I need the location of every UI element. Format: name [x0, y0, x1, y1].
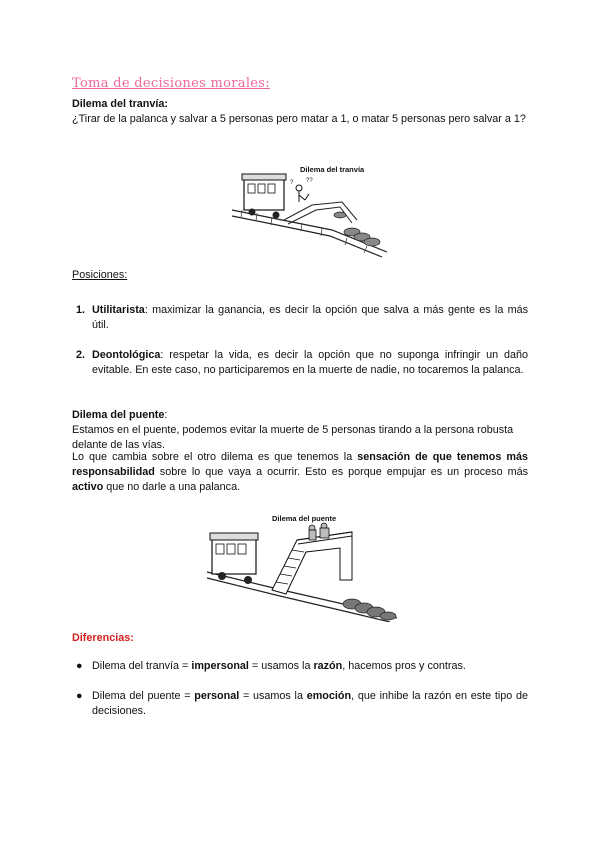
- text-a: Dilema del tranvía =: [92, 660, 192, 672]
- svg-text:??: ??: [306, 178, 313, 184]
- trolley-icon: [210, 533, 258, 584]
- p2-text-c: sobre lo que vaya a ocurrir. Esto es porque empujar es un proceso más: [154, 466, 528, 478]
- diferencia-item-tranvia: [76, 659, 528, 674]
- tranvia-question: ¿Tirar de la palanca y salvar a 5 personas pero matar a 1, o matar 5 personas pero salvar a 1?: [72, 113, 526, 125]
- text-e: , que inhibe la razón en este tipo de decisiones.: [92, 690, 529, 717]
- bridge-icon: [272, 532, 352, 594]
- p2-bold-d: activo: [72, 481, 104, 493]
- posicion-item-utilitarista: [76, 303, 528, 333]
- text-e: , hacemos pros y contras.: [342, 660, 466, 672]
- puente-paragraph-2: [72, 450, 528, 495]
- p2-bold-b: sensación de que tenemos más responsabilidad: [72, 451, 528, 478]
- term-deontologica: Deontológica: [92, 349, 161, 361]
- p2-text-e: que no darle a una palanca.: [103, 481, 241, 493]
- figure-caption: Dilema del puente: [272, 514, 337, 523]
- puente-heading-row: [72, 408, 528, 423]
- text-c: = usamos la: [248, 660, 314, 672]
- lever-person-icon: [290, 178, 313, 202]
- bridge-dilemma-figure: [202, 510, 402, 622]
- diferencias-heading: Diferencias:: [72, 632, 134, 644]
- svg-text:?: ?: [290, 180, 294, 186]
- list-number: 2.: [76, 349, 86, 361]
- list-number: 1.: [76, 304, 86, 316]
- bullet-icon: ●: [76, 660, 83, 672]
- bold-b: personal: [194, 690, 240, 702]
- diferencia-item-puente: [76, 689, 529, 719]
- term-description: : respetar la vida, es decir la opción que no suponga infringir un daño evitable. En este caso, no participaremos en la muerte de nadie, no tocaremos la palanca.: [92, 349, 528, 376]
- posicion-item-deontologica: [76, 348, 528, 378]
- term-description: : maximizar la ganancia, es decir la opción que salva a más gente es la más útil.: [92, 304, 528, 331]
- bullet-icon: ●: [76, 690, 83, 702]
- bold-d: razón: [313, 660, 343, 672]
- posiciones-label: Posiciones:: [72, 269, 128, 281]
- puente-heading: Dilema del puente: [72, 409, 165, 421]
- bold-d: emoción: [306, 690, 352, 702]
- term-utilitarista: Utilitarista: [92, 304, 145, 316]
- p2-text-a: Lo que cambia sobre el otro dilema es que tenemos la: [72, 451, 358, 463]
- figure-caption: Dilema del tranvía: [300, 165, 365, 174]
- tranvia-heading: Dilema del tranvía:: [72, 98, 169, 110]
- puente-paragraph-1: Estamos en el puente, podemos evitar la muerte de 5 personas tirando a la persona robusta delante de las vías.: [72, 424, 514, 451]
- trolley-icon: [242, 174, 286, 219]
- trolley-dilemma-figure: [222, 160, 392, 258]
- page-title: Toma de decisiones morales:: [72, 76, 270, 91]
- bold-b: impersonal: [191, 660, 249, 672]
- text-a: Dilema del puente =: [92, 690, 195, 702]
- text-c: = usamos la: [239, 690, 307, 702]
- puente-heading-colon: :: [164, 409, 168, 421]
